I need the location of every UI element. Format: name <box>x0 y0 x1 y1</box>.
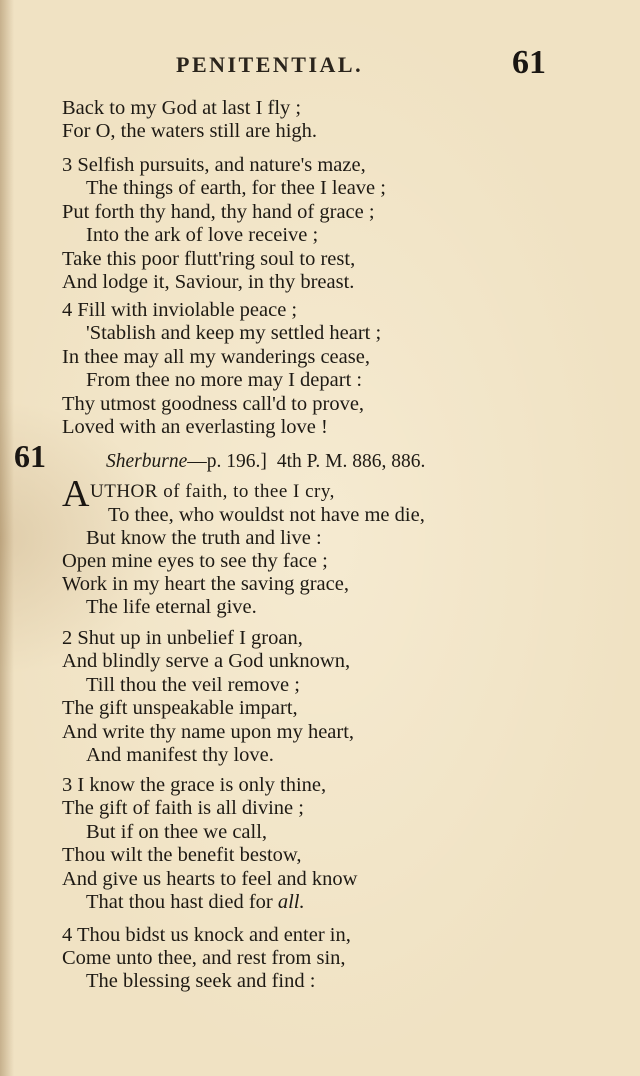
verse-text: That thou hast died for <box>86 891 273 913</box>
verse-line: 3 Selfish pursuits, and nature's maze, <box>62 154 366 176</box>
verse-line: 2 Shut up in unbelief I groan, <box>62 627 303 649</box>
verse-line: Thy utmost goodness call'd to prove, <box>62 393 365 415</box>
verse-line: From thee no more may I depart : <box>86 369 363 391</box>
verse-line: And write thy name upon my heart, <box>62 721 355 743</box>
tune-page-ref: —p. 196.] <box>187 451 267 472</box>
hymn-meter: 4th P. M. 886, 886. <box>276 451 426 472</box>
emphasized-word: all. <box>277 891 305 913</box>
verse-line: And give us hearts to feel and know <box>62 868 358 890</box>
drop-cap: A <box>62 473 90 515</box>
verse-line: The gift unspeakable impart, <box>62 697 298 719</box>
verse-line: But if on thee we call, <box>86 821 268 843</box>
first-line: UTHOR of faith, to thee I cry, <box>90 481 335 502</box>
verse-line: Open mine eyes to see thy face ; <box>62 550 328 572</box>
verse-line: And blindly serve a God unknown, <box>62 650 351 672</box>
page-number: 61 <box>512 44 546 81</box>
verse-line: To thee, who wouldst not have me die, <box>108 504 425 526</box>
verse-line: The blessing seek and find : <box>86 970 316 992</box>
verse-line: Loved with an everlasting love ! <box>62 416 328 438</box>
verse-line: 'Stablish and keep my settled heart ; <box>86 322 382 344</box>
verse-line: The life eternal give. <box>86 596 257 618</box>
verse-line: Thou wilt the benefit bestow, <box>62 844 302 866</box>
verse-line: And manifest thy love. <box>86 744 274 766</box>
page-spine-shadow <box>0 0 14 1076</box>
verse-line: Till thou the veil remove ; <box>86 674 300 696</box>
verse-line: 3 I know the grace is only thine, <box>62 774 327 796</box>
verse-line: Take this poor flutt'ring soul to rest, <box>62 248 356 270</box>
verse-line: Work in my heart the saving grace, <box>62 573 349 595</box>
tune-reference <box>106 451 425 473</box>
running-header: PENITENTIAL. <box>176 52 364 77</box>
verse-line: In thee may all my wanderings cease, <box>62 346 370 368</box>
verse-line: 4 Thou bidst us knock and enter in, <box>62 924 351 946</box>
verse-line: Into the ark of love receive ; <box>86 224 319 246</box>
verse-line-with-emphasis <box>86 892 305 913</box>
verse-line: But know the truth and live : <box>86 527 322 549</box>
tune-name: Sherburne <box>106 451 188 472</box>
verse-line: And lodge it, Saviour, in thy breast. <box>62 271 355 293</box>
verse-line: Come unto thee, and rest from sin, <box>62 947 346 969</box>
verse-line: Put forth thy hand, thy hand of grace ; <box>62 201 375 223</box>
verse-line: Back to my God at last I fly ; <box>62 97 302 119</box>
verse-line: The gift of faith is all divine ; <box>62 797 304 819</box>
verse-line: The things of earth, for thee I leave ; <box>86 177 386 199</box>
verse-line: 4 Fill with inviolable peace ; <box>62 299 298 321</box>
verse-line: For O, the waters still are high. <box>62 120 318 142</box>
hymn-number: 61 <box>14 438 46 474</box>
